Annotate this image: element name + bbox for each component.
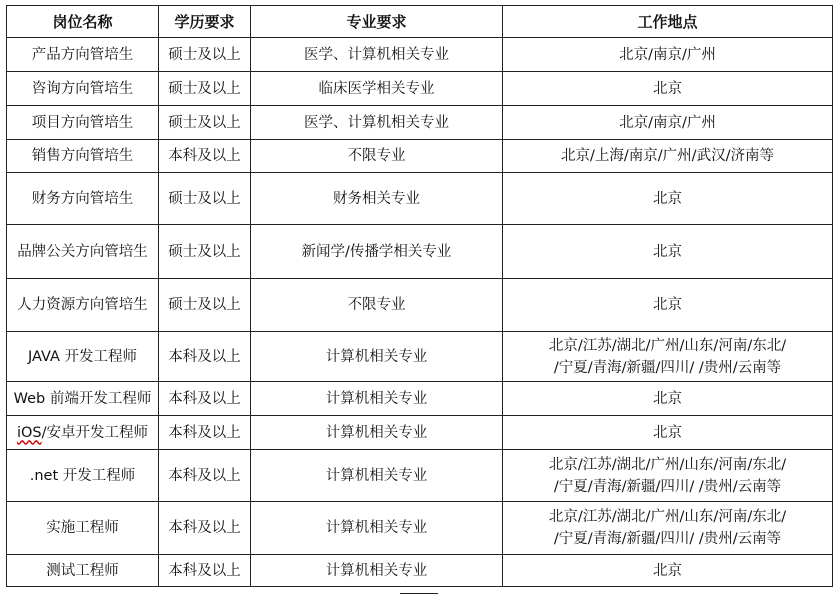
location-cell: 北京: [503, 416, 833, 450]
education-cell: 本科及以上: [159, 140, 251, 173]
education-cell: 本科及以上: [159, 502, 251, 555]
table-row: [7, 225, 833, 279]
location-cell: 北京: [503, 225, 833, 279]
location-line: 北京/江苏/湖北/广州/山东/河南/东北/: [548, 456, 787, 473]
location-cell: 北京: [503, 72, 833, 106]
position-name-suffix: /安卓开发工程师: [41, 424, 149, 441]
recruitment-table: [6, 5, 833, 587]
position-name-cell: [7, 416, 159, 450]
education-cell: 硕士及以上: [159, 173, 251, 225]
table-row: [7, 106, 833, 140]
table-row: [7, 140, 833, 173]
position-name-cell: 项目方向管培生: [7, 106, 159, 140]
header-major: 专业要求: [251, 6, 503, 38]
table-row: [7, 416, 833, 450]
table-row: [7, 173, 833, 225]
location-cell: [503, 332, 833, 382]
major-cell: 不限专业: [251, 279, 503, 332]
location-cell: 北京: [503, 173, 833, 225]
location-line: 北京/江苏/湖北/广州/山东/河南/东北/: [548, 337, 787, 354]
major-cell: 财务相关专业: [251, 173, 503, 225]
position-name-cell: 实施工程师: [7, 502, 159, 555]
location-cell: [503, 502, 833, 555]
location-cell: 北京/南京/广州: [503, 38, 833, 72]
education-cell: 硕士及以上: [159, 106, 251, 140]
location-cell: 北京/上海/南京/广州/武汉/济南等: [503, 140, 833, 173]
major-cell: 计算机相关专业: [251, 555, 503, 587]
education-cell: 硕士及以上: [159, 279, 251, 332]
education-cell: 本科及以上: [159, 450, 251, 502]
header-location: 工作地点: [503, 6, 833, 38]
header-row: [7, 6, 833, 38]
position-name-cell: JAVA 开发工程师: [7, 332, 159, 382]
table-row: [7, 38, 833, 72]
location-cell: 北京: [503, 382, 833, 416]
major-cell: 计算机相关专业: [251, 416, 503, 450]
position-name-cell: 销售方向管培生: [7, 140, 159, 173]
table-row: [7, 450, 833, 502]
position-name-cell: 测试工程师: [7, 555, 159, 587]
major-cell: 不限专业: [251, 140, 503, 173]
major-cell: 医学、计算机相关专业: [251, 106, 503, 140]
table-row: [7, 382, 833, 416]
education-cell: 本科及以上: [159, 332, 251, 382]
major-cell: 计算机相关专业: [251, 450, 503, 502]
position-name-cell: 财务方向管培生: [7, 173, 159, 225]
education-cell: 硕士及以上: [159, 225, 251, 279]
major-cell: 新闻学/传播学相关专业: [251, 225, 503, 279]
location-cell: 北京: [503, 555, 833, 587]
location-line: /宁夏/青海/新疆/四川/ /贵州/云南等: [553, 478, 782, 495]
table-row: [7, 72, 833, 106]
table-row: [7, 332, 833, 382]
education-cell: 硕士及以上: [159, 72, 251, 106]
major-cell: 医学、计算机相关专业: [251, 38, 503, 72]
position-name-prefix: iOS: [16, 424, 42, 441]
major-cell: 计算机相关专业: [251, 502, 503, 555]
education-cell: 本科及以上: [159, 416, 251, 450]
position-name-cell: Web 前端开发工程师: [7, 382, 159, 416]
location-line: /宁夏/青海/新疆/四川/ /贵州/云南等: [553, 359, 782, 376]
education-cell: 硕士及以上: [159, 38, 251, 72]
header-position-name: 岗位名称: [7, 6, 159, 38]
table-row: [7, 555, 833, 587]
table-row: [7, 502, 833, 555]
location-line: 北京/江苏/湖北/广州/山东/河南/东北/: [548, 509, 787, 525]
page-divider-stub: [400, 593, 438, 594]
major-cell: 计算机相关专业: [251, 382, 503, 416]
position-name-cell: 品牌公关方向管培生: [7, 225, 159, 279]
location-cell: 北京/南京/广州: [503, 106, 833, 140]
education-cell: 本科及以上: [159, 382, 251, 416]
header-education: 学历要求: [159, 6, 251, 38]
major-cell: 临床医学相关专业: [251, 72, 503, 106]
location-cell: [503, 450, 833, 502]
position-name-cell: 人力资源方向管培生: [7, 279, 159, 332]
position-name-cell: .net 开发工程师: [7, 450, 159, 502]
position-name-cell: 产品方向管培生: [7, 38, 159, 72]
position-name-cell: 咨询方向管培生: [7, 72, 159, 106]
major-cell: 计算机相关专业: [251, 332, 503, 382]
location-line: /宁夏/青海/新疆/四川/ /贵州/云南等: [553, 531, 782, 547]
table-row: [7, 279, 833, 332]
location-cell: 北京: [503, 279, 833, 332]
education-cell: 本科及以上: [159, 555, 251, 587]
